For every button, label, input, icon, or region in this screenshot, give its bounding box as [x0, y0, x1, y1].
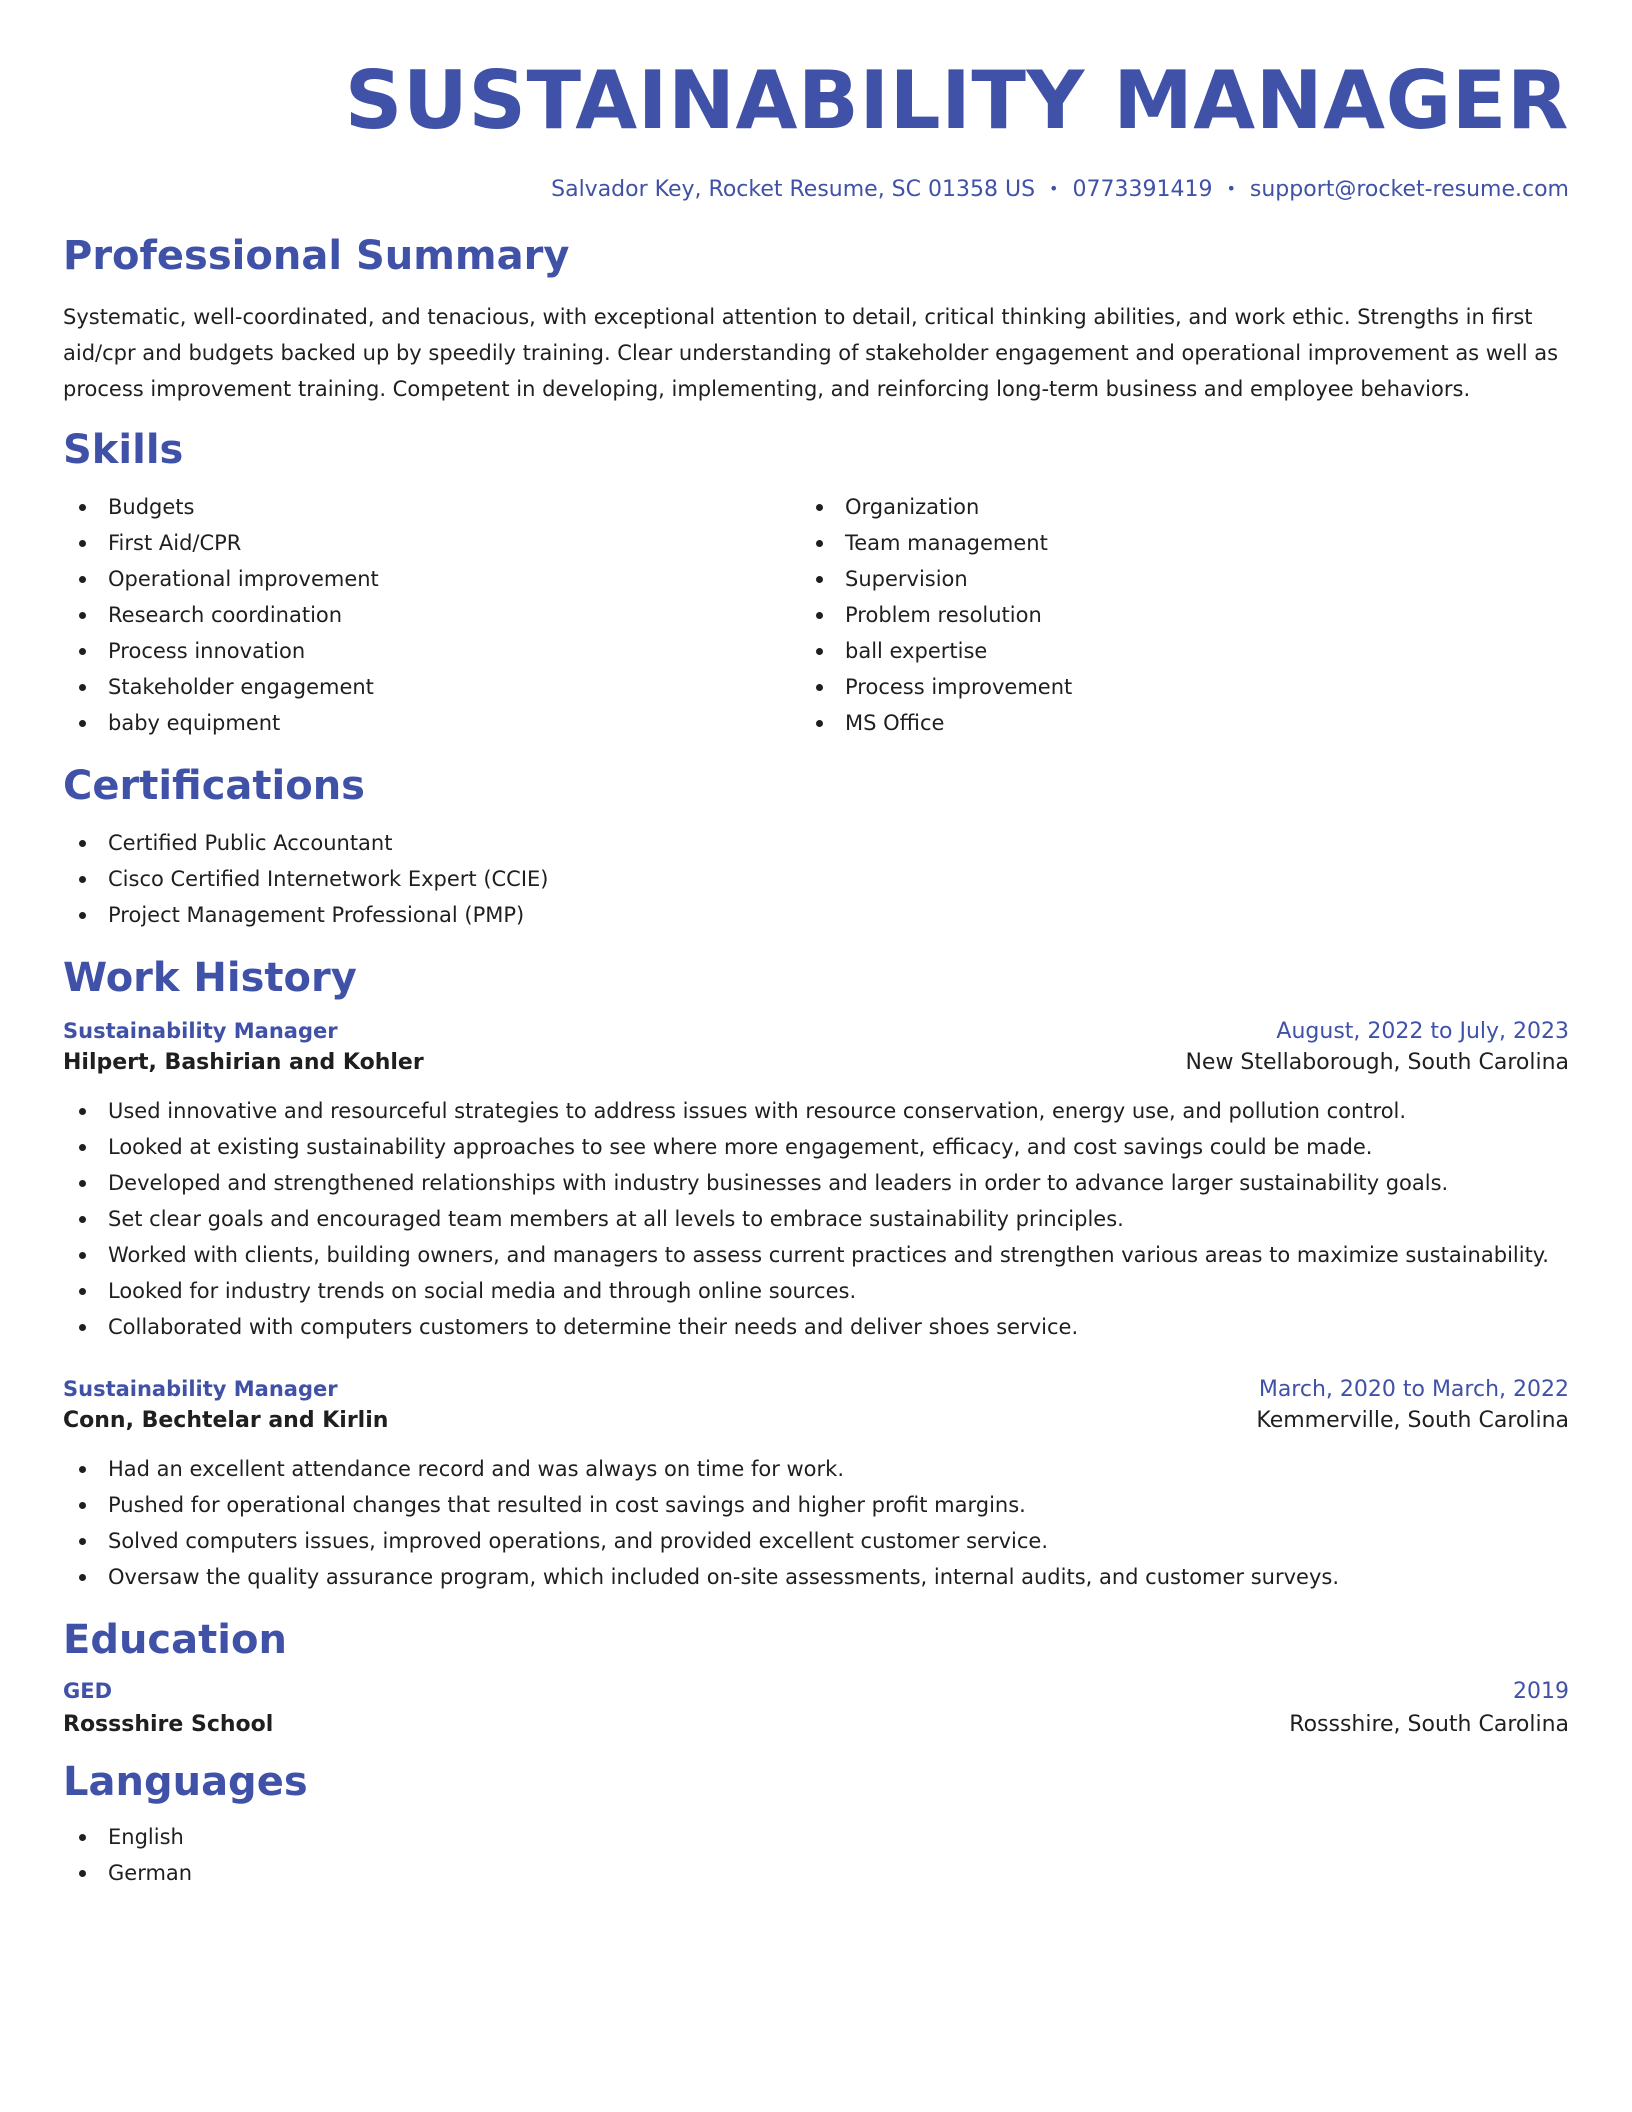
- bullet-dot: [79, 1180, 86, 1187]
- job-row-bottom: [63, 1408, 1569, 1433]
- skill-item: [63, 561, 800, 597]
- bullet-dot: [79, 684, 86, 691]
- skill-item: [800, 669, 1537, 705]
- education-year: 2019: [1513, 1679, 1569, 1704]
- education-heading: Education: [63, 1617, 287, 1663]
- job-bullet-text: Looked for industry trends on social media and through online sources.: [108, 1279, 857, 1303]
- skill-item: [63, 705, 800, 741]
- skill-item-text: ball expertise: [845, 639, 988, 663]
- language-item-text: German: [108, 1861, 193, 1885]
- resume-name: SUSTAINABILITY MANAGER: [344, 54, 1569, 147]
- job-dates: August, 2022 to July, 2023: [1276, 1019, 1569, 1044]
- job-bullet: [63, 1559, 1569, 1595]
- education-location: Rossshire, South Carolina: [1289, 1712, 1569, 1737]
- skills-column-right: [800, 489, 1537, 741]
- summary-heading: Professional Summary: [63, 233, 570, 279]
- bullet-dot: [79, 504, 86, 511]
- bullet-dot: [79, 612, 86, 619]
- certifications-list: [63, 825, 1569, 933]
- skill-item-text: First Aid/CPR: [108, 531, 242, 555]
- bullet-dot: [79, 720, 86, 727]
- job-bullet: [63, 1129, 1569, 1165]
- job-bullet-text: Worked with clients, building owners, and managers to assess current practices and strengthen various areas to maximize sustainability.: [108, 1243, 1549, 1267]
- skill-item: [63, 669, 800, 705]
- bullet-dot: [79, 1108, 86, 1115]
- skill-item: [800, 489, 1537, 525]
- certifications-heading: Certifications: [63, 763, 365, 809]
- job-entry: [63, 1377, 1569, 1595]
- skill-item-text: Supervision: [845, 567, 968, 591]
- job-bullet-text: Used innovative and resourceful strategies to address issues with resource conservation, energy use, and pollution control.: [108, 1099, 1407, 1123]
- languages-list: [63, 1819, 1569, 1891]
- education-row-bottom: [63, 1712, 1569, 1737]
- job-bullets: [63, 1093, 1569, 1345]
- work-history-list: [63, 1019, 1569, 1595]
- language-item: [63, 1819, 1569, 1855]
- bullet-dot: [79, 1834, 86, 1841]
- job-bullet: [63, 1309, 1569, 1345]
- bullet-dot: [79, 912, 86, 919]
- job-location: Kemmerville, South Carolina: [1256, 1408, 1569, 1433]
- job-company: Conn, Bechtelar and Kirlin: [63, 1408, 389, 1433]
- skill-item: [800, 597, 1537, 633]
- bullet-dot: [79, 648, 86, 655]
- job-bullet-text: Oversaw the quality assurance program, which included on-site assessments, internal audits, and customer surveys.: [108, 1565, 1340, 1589]
- education-entry: [63, 1679, 1569, 1737]
- contact-email: support@rocket-resume.com: [1249, 177, 1569, 202]
- skill-item-text: Problem resolution: [845, 603, 1042, 627]
- job-bullet-text: Collaborated with computers customers to determine their needs and deliver shoes service.: [108, 1315, 1079, 1339]
- skill-item: [63, 525, 800, 561]
- skill-item-text: Process improvement: [845, 675, 1073, 699]
- bullet-dot: [79, 1466, 86, 1473]
- bullet-dot: [79, 1324, 86, 1331]
- job-location: New Stellaborough, South Carolina: [1185, 1050, 1569, 1075]
- work-history-heading: Work History: [63, 955, 357, 1001]
- language-item-text: English: [108, 1825, 184, 1849]
- skills-list: [63, 489, 1569, 741]
- job-title: Sustainability Manager: [63, 1377, 338, 1401]
- bullet-dot: [79, 1252, 86, 1259]
- job-dates: March, 2020 to March, 2022: [1258, 1377, 1569, 1402]
- bullet-dot: [79, 576, 86, 583]
- bullet-dot: [79, 1144, 86, 1151]
- job-bullet: [63, 1273, 1569, 1309]
- bullet-dot: [79, 840, 86, 847]
- certification-item-text: Cisco Certified Internetwork Expert (CCIE): [108, 867, 549, 891]
- skills-heading: Skills: [63, 427, 184, 473]
- contact-phone: 0773391419: [1072, 177, 1213, 202]
- job-row-bottom: [63, 1050, 1569, 1075]
- bullet-dot: [816, 540, 823, 547]
- skill-item-text: baby equipment: [108, 711, 281, 735]
- certification-item: [63, 861, 1569, 897]
- bullet-dot: [79, 1538, 86, 1545]
- education-degree: GED: [63, 1679, 113, 1703]
- skill-item-text: Team management: [845, 531, 1048, 555]
- contact-separator: •: [1049, 179, 1059, 198]
- skill-item-text: Organization: [845, 495, 980, 519]
- language-item: [63, 1855, 1569, 1891]
- skill-item-text: Research coordination: [108, 603, 343, 627]
- bullet-dot: [79, 1216, 86, 1223]
- skill-item: [800, 633, 1537, 669]
- languages-heading: Languages: [63, 1759, 308, 1805]
- skill-item: [800, 525, 1537, 561]
- certification-item: [63, 825, 1569, 861]
- bullet-dot: [816, 684, 823, 691]
- job-bullet: [63, 1237, 1569, 1273]
- skill-item-text: Operational improvement: [108, 567, 379, 591]
- job-bullet: [63, 1451, 1569, 1487]
- bullet-dot: [816, 648, 823, 655]
- certification-item-text: Certified Public Accountant: [108, 831, 393, 855]
- skill-item-text: MS Office: [845, 711, 945, 735]
- skills-column-left: [63, 489, 800, 741]
- skill-item: [800, 705, 1537, 741]
- bullet-dot: [816, 576, 823, 583]
- skill-item-text: Stakeholder engagement: [108, 675, 374, 699]
- job-bullet-text: Developed and strengthened relationships with industry businesses and leaders in order to advance larger sustainability goals.: [108, 1171, 1449, 1195]
- certification-item: [63, 897, 1569, 933]
- job-bullet: [63, 1093, 1569, 1129]
- job-bullet: [63, 1487, 1569, 1523]
- bullet-dot: [79, 1870, 86, 1877]
- skill-item: [800, 561, 1537, 597]
- job-row-top: [63, 1019, 1569, 1044]
- contact-separator: •: [1226, 179, 1236, 198]
- bullet-dot: [79, 1574, 86, 1581]
- bullet-dot: [816, 504, 823, 511]
- job-bullet: [63, 1201, 1569, 1237]
- skill-item-text: Process innovation: [108, 639, 306, 663]
- summary-text: Systematic, well-coordinated, and tenacious, with exceptional attention to detail, critical thinking abilities, and work ethic. Strengths in first aid/cpr and budgets backed up by speedily training. Clear understanding of stakeholder engagement and operational improvement as well as process improvement training. Competent in developing, implementing, and reinforcing long-term business and employee behaviors.: [63, 305, 1559, 401]
- bullet-dot: [79, 540, 86, 547]
- education-school: Rossshire School: [63, 1712, 274, 1737]
- job-title: Sustainability Manager: [63, 1019, 338, 1043]
- skill-item-text: Budgets: [108, 495, 195, 519]
- job-bullet-text: Set clear goals and encouraged team members at all levels to embrace sustainability principles.: [108, 1207, 1124, 1231]
- skill-item: [63, 489, 800, 525]
- bullet-dot: [816, 720, 823, 727]
- job-bullet: [63, 1523, 1569, 1559]
- bullet-dot: [816, 612, 823, 619]
- job-bullet-text: Looked at existing sustainability approaches to see where more engagement, efficacy, and cost savings could be made.: [108, 1135, 1373, 1159]
- job-bullet-text: Solved computers issues, improved operations, and provided excellent customer service.: [108, 1529, 1049, 1553]
- skill-item: [63, 633, 800, 669]
- certification-item-text: Project Management Professional (PMP): [108, 903, 525, 927]
- bullet-dot: [79, 1288, 86, 1295]
- education-row-top: [63, 1679, 1569, 1704]
- job-bullet: [63, 1165, 1569, 1201]
- job-bullets: [63, 1451, 1569, 1595]
- contact-address: Salvador Key, Rocket Resume, SC 01358 US: [551, 177, 1036, 202]
- contact-line: [63, 174, 1569, 205]
- job-row-top: [63, 1377, 1569, 1402]
- job-bullet-text: Pushed for operational changes that resulted in cost savings and higher profit margins.: [108, 1493, 1026, 1517]
- bullet-dot: [79, 1502, 86, 1509]
- job-company: Hilpert, Bashirian and Kohler: [63, 1050, 424, 1075]
- bullet-dot: [79, 876, 86, 883]
- job-bullet-text: Had an excellent attendance record and was always on time for work.: [108, 1457, 845, 1481]
- job-entry: [63, 1019, 1569, 1345]
- skill-item: [63, 597, 800, 633]
